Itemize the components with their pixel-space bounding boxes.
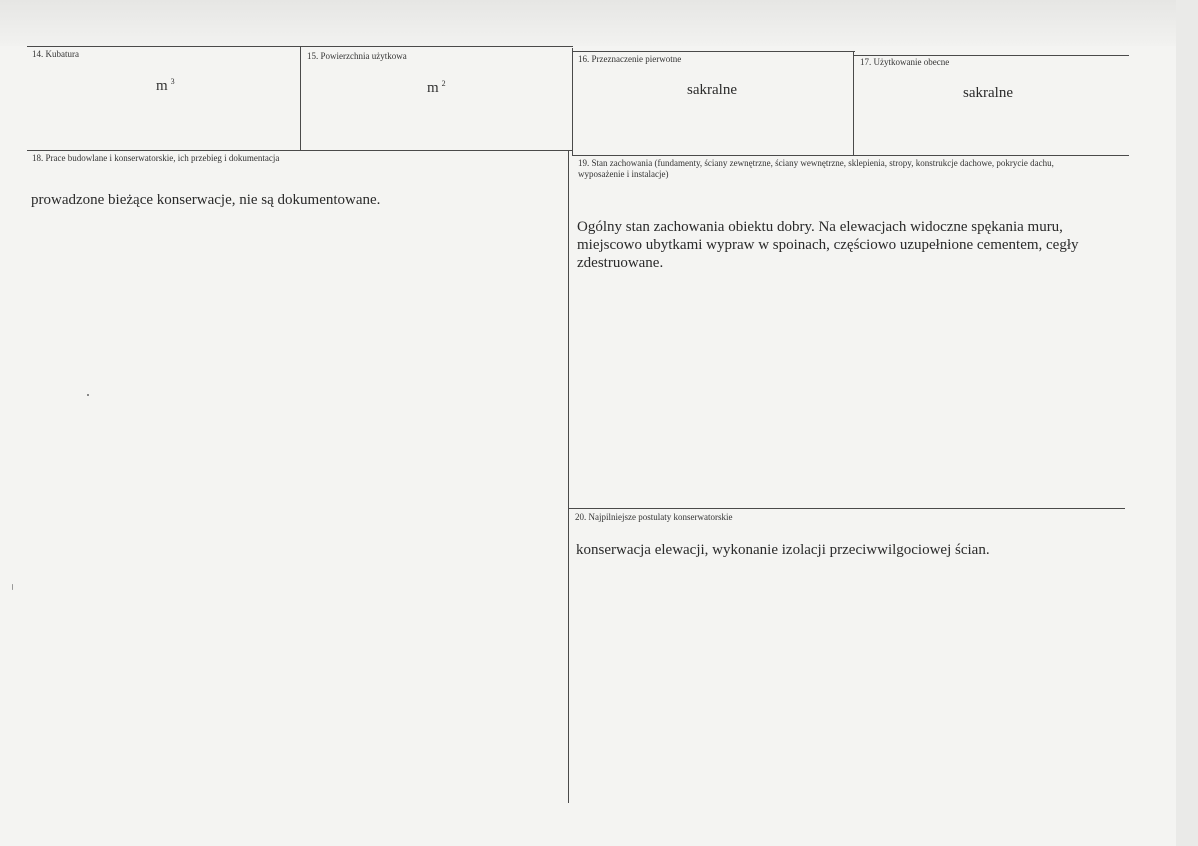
top-rule-3: [853, 55, 1129, 56]
field-19-label: 19. Stan zachowania (fundamenty, ściany zewnętrzne, ściany wewnętrzne, sklepienia, stropy, konstrukcje dachowe, pokrycie dachu, wyposażenie i instalacje): [578, 158, 1054, 179]
scan-speck: [12, 584, 13, 590]
field-14-unit: [156, 77, 175, 95]
field-15-unit-exp: 2: [441, 79, 446, 88]
divider-17: [853, 52, 854, 156]
field-20-value: konserwacja elewacji, wykonanie izolacji przeciwwilgociowej ścian.: [576, 542, 990, 558]
mid-rule-left: [27, 150, 573, 151]
field-14-label: 14. Kubatura: [32, 49, 79, 59]
scan-shadow: [0, 0, 1198, 46]
field-14-unit-exp: 3: [170, 77, 175, 86]
main-vertical-divider: [568, 151, 569, 803]
field-16-value: sakralne: [687, 82, 737, 98]
field-14-unit-text: m: [156, 78, 168, 94]
field-18-value: prowadzone bieżące konserwacje, nie są dokumentowane.: [31, 192, 381, 208]
mid-rule-right: [572, 155, 1129, 156]
scan-speck: [87, 394, 89, 396]
top-rule-2: [573, 51, 855, 52]
field-15-unit-text: m: [427, 80, 439, 96]
field-15-unit: [427, 79, 446, 97]
divider-16: [572, 48, 573, 155]
divider-15: [300, 47, 301, 150]
field-19-value: Ogólny stan zachowania obiektu dobry. Na elewacjach widoczne spękania muru, miejscowo ubytkami wypraw w spoinach, częściowo uzupełnione cementem, cegły zdestruowane.: [577, 219, 1079, 271]
field-17-label: 17. Użytkowanie obecne: [860, 57, 950, 67]
scan-edge: [1176, 0, 1198, 846]
field-15-label: 15. Powierzchnia użytkowa: [307, 51, 407, 61]
rule-20: [569, 508, 1125, 509]
field-20-label: 20. Najpilniejsze postulaty konserwatorskie: [575, 512, 733, 522]
field-16-label: 16. Przeznaczenie pierwotne: [578, 54, 682, 64]
field-17-value: sakralne: [963, 85, 1013, 101]
field-18-label: 18. Prace budowlane i konserwatorskie, ich przebieg i dokumentacja: [32, 153, 280, 163]
